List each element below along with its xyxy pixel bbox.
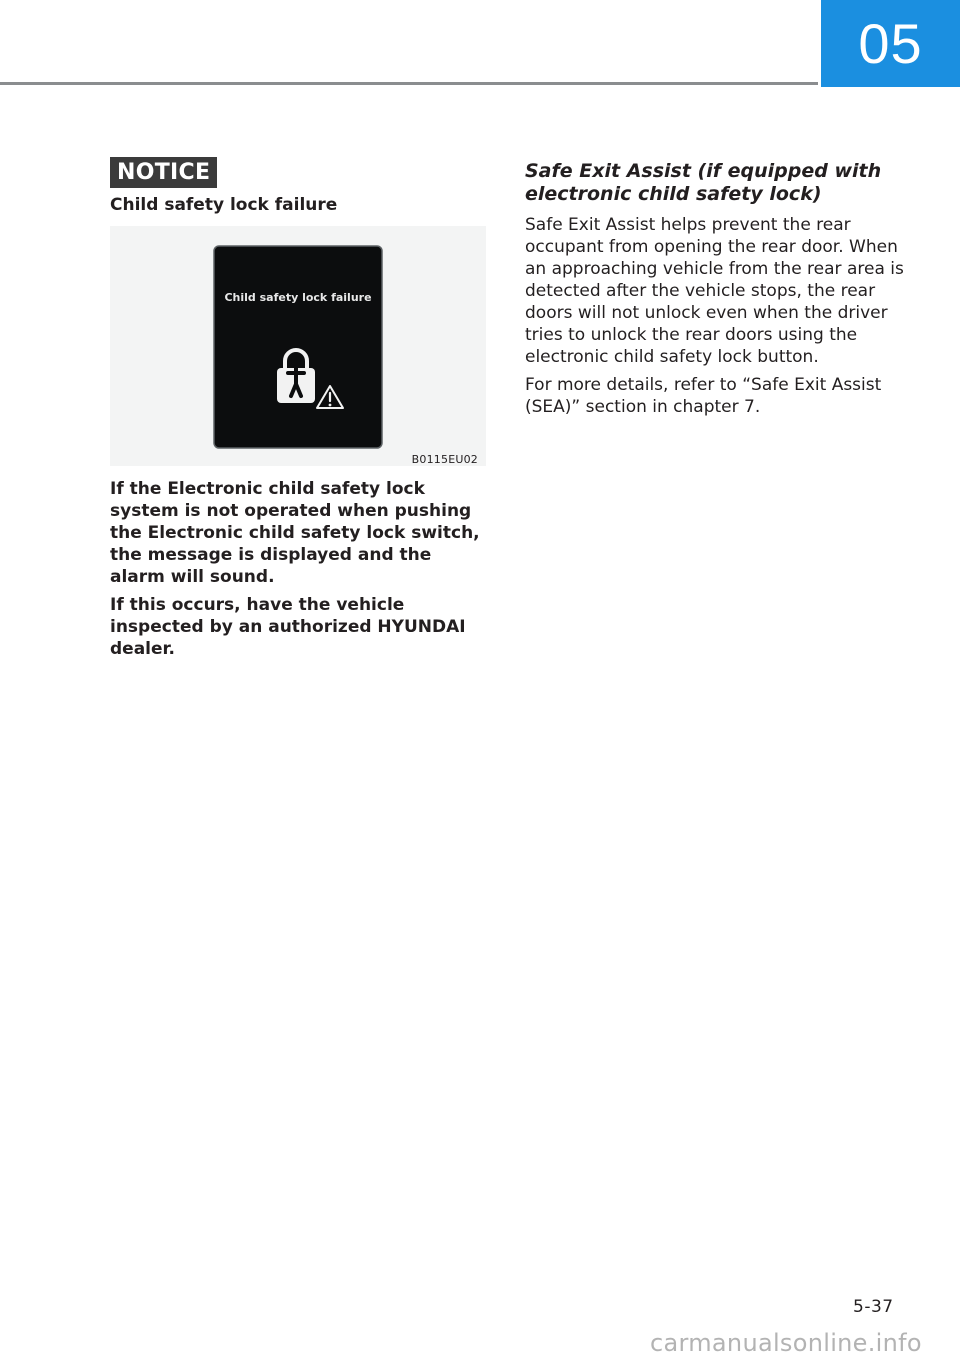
watermark: carmanualsonline.info	[650, 1329, 922, 1357]
notice-paragraph: If this occurs, have the vehicle inspected by an authorized HYUNDAI dealer.	[110, 595, 466, 659]
header-rule	[0, 82, 818, 85]
section-title: Safe Exit Assist (if equipped with electronic child safety lock)	[525, 160, 882, 205]
chapter-number: 05	[858, 11, 923, 75]
cluster-screen	[214, 246, 382, 448]
cluster-display-illustration	[110, 226, 486, 466]
sea-column	[525, 160, 905, 418]
notice-column	[110, 157, 488, 660]
body-paragraph: For more details, refer to “Safe Exit Assist (SEA)” section in chapter 7.	[525, 375, 882, 417]
notice-heading: Child safety lock failure	[110, 195, 338, 215]
notice-paragraph: If the Electronic child safety lock system is not operated when pushing the Electronic child safety lock switch, the message is displayed and the alarm will sound.	[110, 479, 480, 587]
cluster-message-figure	[110, 226, 486, 466]
figure-code: B0115EU02	[411, 453, 478, 466]
notice-badge: NOTICE	[110, 157, 217, 188]
page-number: 5-37	[853, 1297, 894, 1317]
screen-message: Child safety lock failure	[224, 291, 372, 304]
body-paragraph: Safe Exit Assist helps prevent the rear occupant from opening the rear door. When an approaching vehicle from the rear area is detected after the vehicle stops, the rear doors will not unlock even when the driver tries to unlock the rear doors using the electronic child safety lock button.	[525, 215, 904, 367]
chapter-tab	[821, 0, 960, 87]
